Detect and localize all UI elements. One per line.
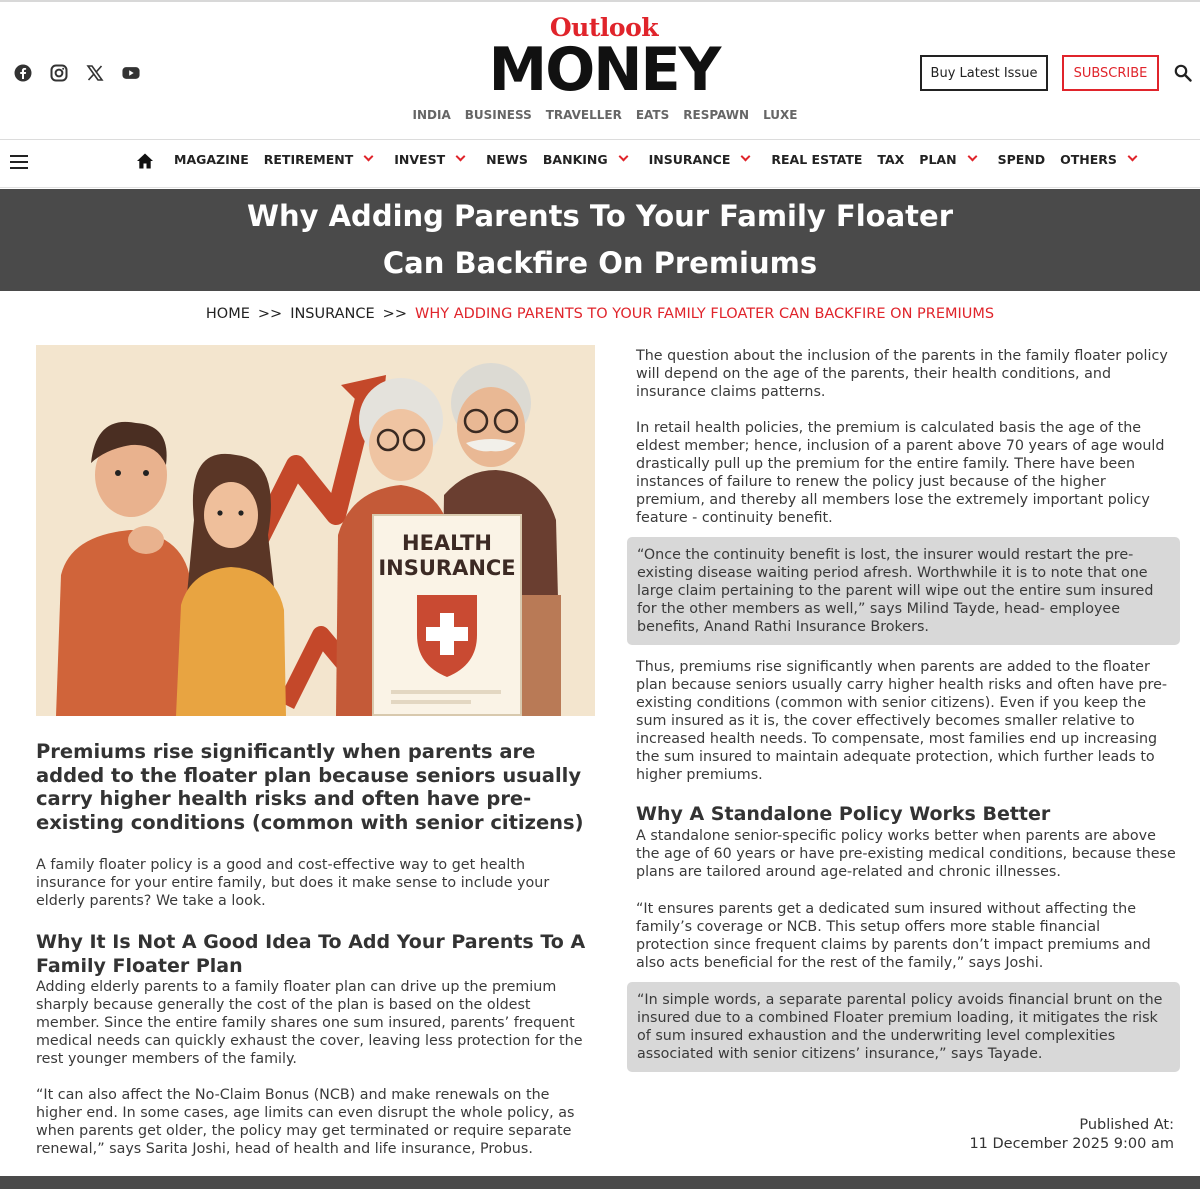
site-header: [0, 0, 1200, 140]
section-heading-standalone: Why A Standalone Policy Works Better: [636, 803, 1051, 825]
article-intro: A family floater policy is a good and cost-effective way to get health insurance for your entire family, but does it make sense to include your elderly parents? We take a look.: [36, 857, 550, 909]
article-title: Why Adding Parents To Your Family Floater Can Backfire On Premiums: [246, 199, 954, 280]
subscribe-button[interactable]: SUBSCRIBE: [1062, 55, 1159, 91]
nav-item-label: TAX: [877, 152, 905, 167]
nav-item-retirement[interactable]: [264, 152, 379, 167]
quote-box: [627, 982, 1180, 1072]
breadcrumb: [0, 306, 1200, 322]
nav-item-magazine[interactable]: [174, 152, 249, 167]
logo-money-text: MONEY: [488, 35, 720, 105]
quote-text: “In simple words, a separate parental policy avoids financial brunt on the insured due to a combined Floater premium loading, it mitigates the risk of sum insured exhaustion and the underwriting level complexities associated with senior citizens’ insurance,” says Tayade.: [637, 991, 1163, 1062]
quote-text: “Once the continuity benefit is lost, the insurer would restart the pre-existing disease waiting period afresh. Worthwhile it is to note that one large claim pertaining to the parent will wipe out the entire sum insured for the other members as well,” says Milind Tayde, head- employee benefits, Anand Rathi Insurance Brokers.: [637, 547, 1154, 635]
subnav-india[interactable]: INDIA: [412, 108, 451, 122]
hero-sign-line2: INSURANCE: [378, 556, 516, 580]
nav-item-label: NEWS: [486, 152, 528, 167]
article-paragraph: The question about the inclusion of the parents in the family floater policy will depend on the age of the parents, their health conditions, and insurance claims patterns.: [636, 348, 1168, 400]
nav-item-banking[interactable]: [543, 152, 634, 167]
published-label: Published At:: [1079, 1117, 1174, 1133]
breadcrumb-home[interactable]: HOME: [205, 306, 250, 322]
breadcrumb-separator: >>: [257, 306, 283, 322]
article-paragraph: “It can also affect the No-Claim Bonus (NCB) and make renewals on the higher end. In some cases, age limits can even disrupt the whole policy, as when parents get older, the policy may get terminated or require separate renewal,” says Sarita Joshi, head of health and life insurance, Probus.: [36, 1087, 575, 1157]
site-logo[interactable]: [478, 13, 730, 105]
nav-item-spend[interactable]: [998, 152, 1046, 167]
breadcrumb-separator: >>: [382, 306, 407, 322]
nav-item-label: OTHERS: [1060, 152, 1117, 167]
chevron-down-icon[interactable]: [456, 152, 466, 162]
nav-item-plan[interactable]: [919, 152, 982, 167]
nav-item-label: MAGAZINE: [174, 152, 249, 167]
section-heading-not-good-idea: Why It Is Not A Good Idea To Add Your Parents To A Family Floater Plan: [36, 931, 586, 977]
published-date: 11 December 2025 9:00 am: [969, 1136, 1174, 1152]
search-icon[interactable]: [1174, 64, 1192, 82]
menu-icon[interactable]: [10, 155, 28, 169]
title-band: [0, 189, 1200, 291]
buy-latest-issue-button[interactable]: Buy Latest Issue: [920, 55, 1048, 91]
nav-item-label: INSURANCE: [648, 152, 731, 167]
chevron-down-icon[interactable]: [1127, 152, 1137, 162]
subnav-respawn[interactable]: RESPAWN: [683, 108, 750, 122]
subnav-traveller[interactable]: TRAVELLER: [545, 108, 622, 122]
hero-image: [36, 345, 595, 716]
article-paragraph: In retail health policies, the premium is calculated basis the age of the eldest member; hence, inclusion of a parent above 70 years of age would drastically pull up the premium for the entire family. There have been instances of failure to renew the policy just because of the higher premium, and thereby all members lose the extremely important policy feature - continuity benefit.: [636, 420, 1165, 526]
social-links: [14, 64, 140, 82]
nav-item-others[interactable]: [1060, 152, 1143, 167]
breadcrumb-insurance[interactable]: INSURANCE: [290, 306, 375, 322]
nav-item-label: SPEND: [997, 152, 1046, 167]
chevron-down-icon[interactable]: [967, 152, 977, 162]
nav-items: [174, 152, 1158, 167]
chevron-down-icon[interactable]: [741, 152, 751, 162]
hero-sign-line1: HEALTH: [402, 531, 492, 555]
subnav-business[interactable]: BUSINESS: [464, 108, 532, 122]
nav-item-label: REAL ESTATE: [771, 152, 863, 167]
article-lede: Premiums rise significantly when parents are added to the floater plan because seniors usually carry higher health risks and often have pre-existing conditions (common with senior citizens): [36, 740, 584, 834]
home-icon[interactable]: [136, 152, 154, 170]
nav-item-news[interactable]: [486, 152, 528, 167]
sub-navigation: [410, 108, 800, 122]
nav-item-label: PLAN: [919, 152, 957, 167]
facebook-icon[interactable]: [14, 64, 32, 82]
logo-outlook-text: Outlook: [549, 13, 659, 42]
chevron-down-icon[interactable]: [618, 152, 628, 162]
breadcrumb-current: WHY ADDING PARENTS TO YOUR FAMILY FLOATER CAN BACKFIRE ON PREMIUMS: [414, 306, 995, 322]
article-paragraph: Adding elderly parents to a family floater plan can drive up the premium sharply because generally the cost of the plan is based on the oldest member. Since the entire family shares one sum insured, parents’ frequent medical needs can quickly exhaust the cover, leaving less protection for the rest younger members of the family.: [36, 979, 583, 1067]
published-info: [969, 1116, 1174, 1154]
instagram-icon[interactable]: [50, 64, 68, 82]
subnav-luxe[interactable]: LUXE: [763, 108, 798, 122]
article-paragraph: A standalone senior-specific policy works better when parents are above the age of 60 years or have pre-existing medical conditions, because these plans are tailored around age-related and chronic illnesses.: [636, 827, 1176, 880]
article-right-column: [636, 347, 1176, 1072]
article-paragraph: Thus, premiums rise significantly when parents are added to the floater plan because seniors usually carry higher health risks and often have pre-existing conditions (common with senior citizens). Even if you keep the sum insured as it is, the cover effectively becomes smaller relative to increased health needs. To compensate, most families end up increasing the sum insured to maintain adequate protection, which further leads to higher premiums.: [636, 659, 1168, 783]
nav-item-real-estate[interactable]: [771, 152, 862, 167]
nav-item-invest[interactable]: [394, 152, 471, 167]
x-icon[interactable]: [86, 64, 104, 82]
nav-item-tax[interactable]: [877, 152, 904, 167]
youtube-icon[interactable]: [122, 64, 140, 82]
quote-box: [627, 537, 1180, 645]
footer-bar: [0, 1176, 1200, 1189]
article-left-column: [36, 740, 594, 1158]
nav-item-label: BANKING: [542, 152, 608, 167]
chevron-down-icon[interactable]: [364, 152, 374, 162]
article-paragraph: “It ensures parents get a dedicated sum insured without affecting the family’s coverage or NCB. This setup offers more stable financial protection since frequent claims by parents don’t impact premiums and also acts beneficial for the rest of the family,” says Joshi.: [636, 900, 1151, 971]
nav-item-label: INVEST: [394, 152, 446, 167]
subnav-eats[interactable]: EATS: [635, 108, 670, 122]
nav-item-label: RETIREMENT: [263, 152, 354, 167]
hero-illustration: [36, 345, 595, 716]
main-navigation: [0, 141, 1200, 188]
nav-item-insurance[interactable]: [649, 152, 757, 167]
